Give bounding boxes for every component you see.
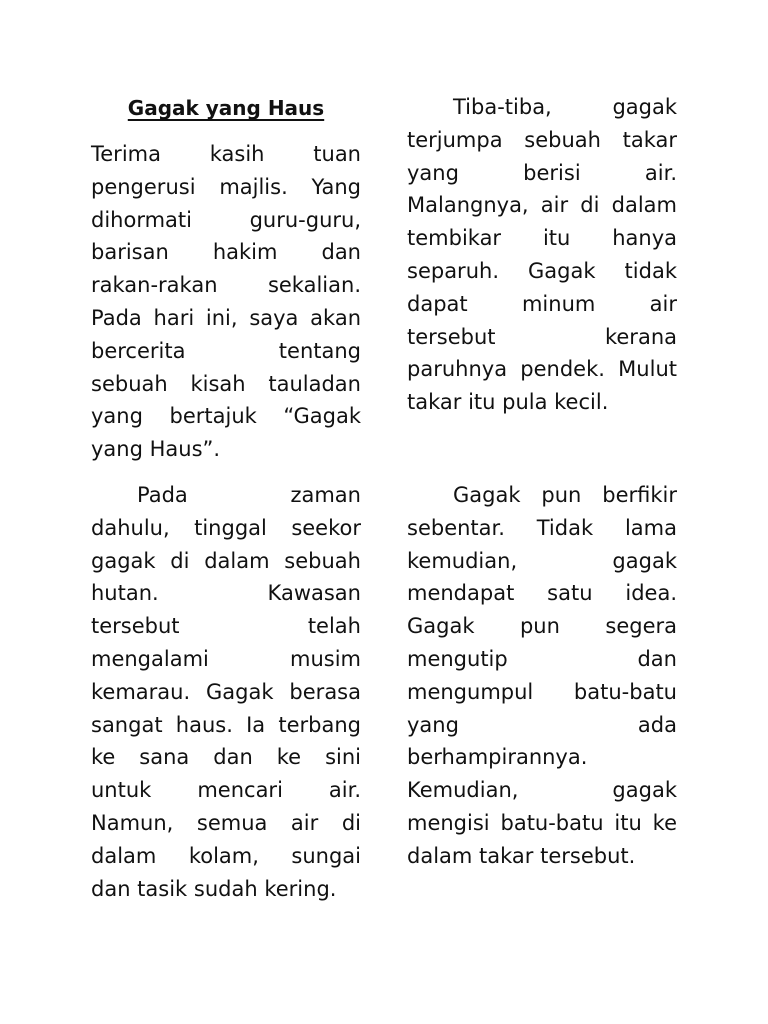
text-line: Tiba-tiba, gagak xyxy=(453,95,677,119)
text-line: yang ada xyxy=(407,712,677,737)
text-line: sebentar. Tidak lama xyxy=(407,515,677,540)
left-column-paragraph-1 xyxy=(91,138,361,466)
text-line: Kemudian, gagak xyxy=(407,778,677,803)
text-line: yang berisi air. xyxy=(407,160,677,185)
right-column-paragraph-1 xyxy=(407,91,677,419)
text-line: paruhnya pendek. Mulut xyxy=(407,357,677,382)
text-line: Pada hari ini, saya akan xyxy=(91,305,361,330)
text-line: tersebut kerana xyxy=(407,324,677,349)
text-line: gagak di dalam sebuah xyxy=(91,548,361,573)
text-line: tembikar itu hanya xyxy=(407,226,677,251)
text-line: Gagak pun berfikir xyxy=(453,483,677,507)
text-line: mengutip dan xyxy=(407,646,677,671)
text-line: mengalami musim xyxy=(91,646,361,671)
text-line: dapat minum air xyxy=(407,291,677,316)
text-line: dalam takar tersebut. xyxy=(407,843,636,868)
story-title: Gagak yang Haus xyxy=(127,96,325,120)
right-column-paragraph-2 xyxy=(407,479,677,873)
text-line: pengerusi majlis. Yang xyxy=(91,174,361,199)
text-line: Terima kasih tuan xyxy=(91,142,361,166)
text-line: sangat haus. Ia terbang xyxy=(91,712,361,737)
text-line: yang bertajuk “Gagak xyxy=(91,404,361,429)
text-line: yang Haus”. xyxy=(91,437,221,462)
text-line: untuk mencari air. xyxy=(91,778,361,803)
text-line: terjumpa sebuah takar xyxy=(407,127,677,152)
left-column-paragraph-2 xyxy=(91,479,361,905)
text-line: Pada zaman xyxy=(137,483,361,507)
text-line: mengisi batu-batu itu ke xyxy=(407,810,677,835)
text-line: separuh. Gagak tidak xyxy=(407,258,677,283)
text-line: tersebut telah xyxy=(91,614,361,639)
text-line: ke sana dan ke sini xyxy=(91,745,361,770)
text-line: barisan hakim dan xyxy=(91,240,361,265)
text-line: Gagak pun segera xyxy=(407,614,677,639)
text-line: Malangnya, air di dalam xyxy=(407,193,677,218)
text-line: rakan-rakan sekalian. xyxy=(91,273,361,298)
text-line: dihormati guru-guru, xyxy=(91,207,361,232)
text-line: sebuah kisah tauladan xyxy=(91,371,361,396)
text-line: mendapat satu idea. xyxy=(407,581,677,606)
text-line: kemudian, gagak xyxy=(407,548,677,573)
text-line: Namun, semua air di xyxy=(91,810,361,835)
text-line: bercerita tentang xyxy=(91,338,361,363)
text-line: kemarau. Gagak berasa xyxy=(91,679,361,704)
text-line: dalam kolam, sungai xyxy=(91,843,361,868)
text-line: dahulu, tinggal seekor xyxy=(91,515,361,540)
text-line: hutan. Kawasan xyxy=(91,581,361,606)
text-line: dan tasik sudah kering. xyxy=(91,876,337,901)
text-line: mengumpul batu-batu xyxy=(407,679,677,704)
text-line: takar itu pula kecil. xyxy=(407,390,609,415)
text-line: berhampirannya. xyxy=(407,745,588,770)
